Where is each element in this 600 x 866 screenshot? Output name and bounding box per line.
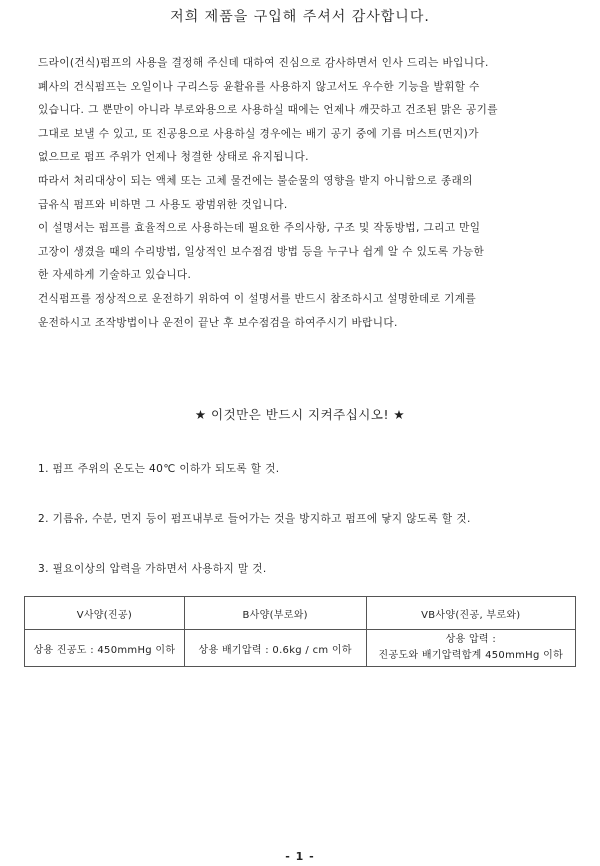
intro-line: 고장이 생겼을 때의 수리방법, 일상적인 보수점검 방법 등을 누구나 쉽게 알 수 있도록 가능한 [38,245,485,258]
rules-list [38,462,578,576]
intro-line: 이 설명서는 펌프를 효율적으로 사용하는데 필요한 주의사항, 구조 및 작동방법, 그리고 만일 [38,222,481,235]
spec-value-vb [366,630,575,667]
intro-line: 운전하시고 조작방법이나 운전이 끝난 후 보수점검을 하여주시기 바랍니다. [38,316,398,329]
spec-table [24,596,576,667]
spec-value-v: 상용 진공도 : 450mmHg 이하 [25,630,185,667]
spec-header-v: V사양(진공) [25,597,185,630]
spec-value-vb-line1: 상용 압력 : [445,634,497,645]
intro-line: 있습니다. 그 뿐만이 아니라 부로와용으로 사용하실 때에는 언제나 깨끗하고 건조된 맑은 공기를 [38,104,498,117]
intro-section [38,52,578,335]
rule-item: 1. 펌프 주위의 온도는 40℃ 이하가 되도록 할 것. [38,463,280,475]
intro-line: 드라이(건식)펌프의 사용을 결정해 주신데 대하여 진심으로 감사하면서 인사 드리는 바입니다. [38,57,489,69]
spec-value-vb-line2: 진공도와 배기압력합계 450mmHg 이하 [378,650,564,661]
rule-item: 3. 필요이상의 압력을 가하면서 사용하지 말 것. [38,563,267,575]
page-title: 저희 제품을 구입해 주셔서 감사합니다. [170,9,430,25]
intro-line: 그대로 보낼 수 있고, 또 진공용으로 사용하실 경우에는 배기 공기 중에 기름 머스트(먼지)가 [38,127,479,140]
intro-line: 건식펌프를 정상적으로 운전하기 위하여 이 설명서를 반드시 참조하시고 설명한데로 기계를 [38,292,476,305]
spec-header-b: B사양(부로와) [184,597,366,630]
spec-value-b: 상용 배기압력 : 0.6kg / cm 이하 [184,630,366,667]
intro-line: 급유식 펌프와 비하면 그 사용도 광범위한 것입니다. [38,198,288,211]
spec-value-row [25,630,576,667]
intro-line: 따라서 처리대상이 되는 액체 또는 고체 물건에는 불순물의 영향을 받지 아니함으로 종래의 [38,174,473,187]
intro-line: 폐사의 건식펌프는 오일이나 구리스등 윤활유를 사용하지 않고서도 우수한 기능을 발휘할 수 [38,80,480,93]
intro-line: 없으므로 펌프 주위가 언제나 청결한 상태로 유지됩니다. [38,151,309,164]
spec-header-row [25,597,576,630]
spec-header-vb: VB사양(진공, 부로와) [366,597,575,630]
warning-heading: ★ 이것만은 반드시 지켜주십시오! ★ [194,407,406,422]
page-number: - 1 - [285,850,315,863]
intro-line: 한 자세하게 기술하고 있습니다. [38,269,192,282]
rule-item: 2. 기름유, 수분, 먼지 등이 펌프내부로 들어가는 것을 방지하고 펌프에 닿지 않도록 할 것. [38,513,471,525]
